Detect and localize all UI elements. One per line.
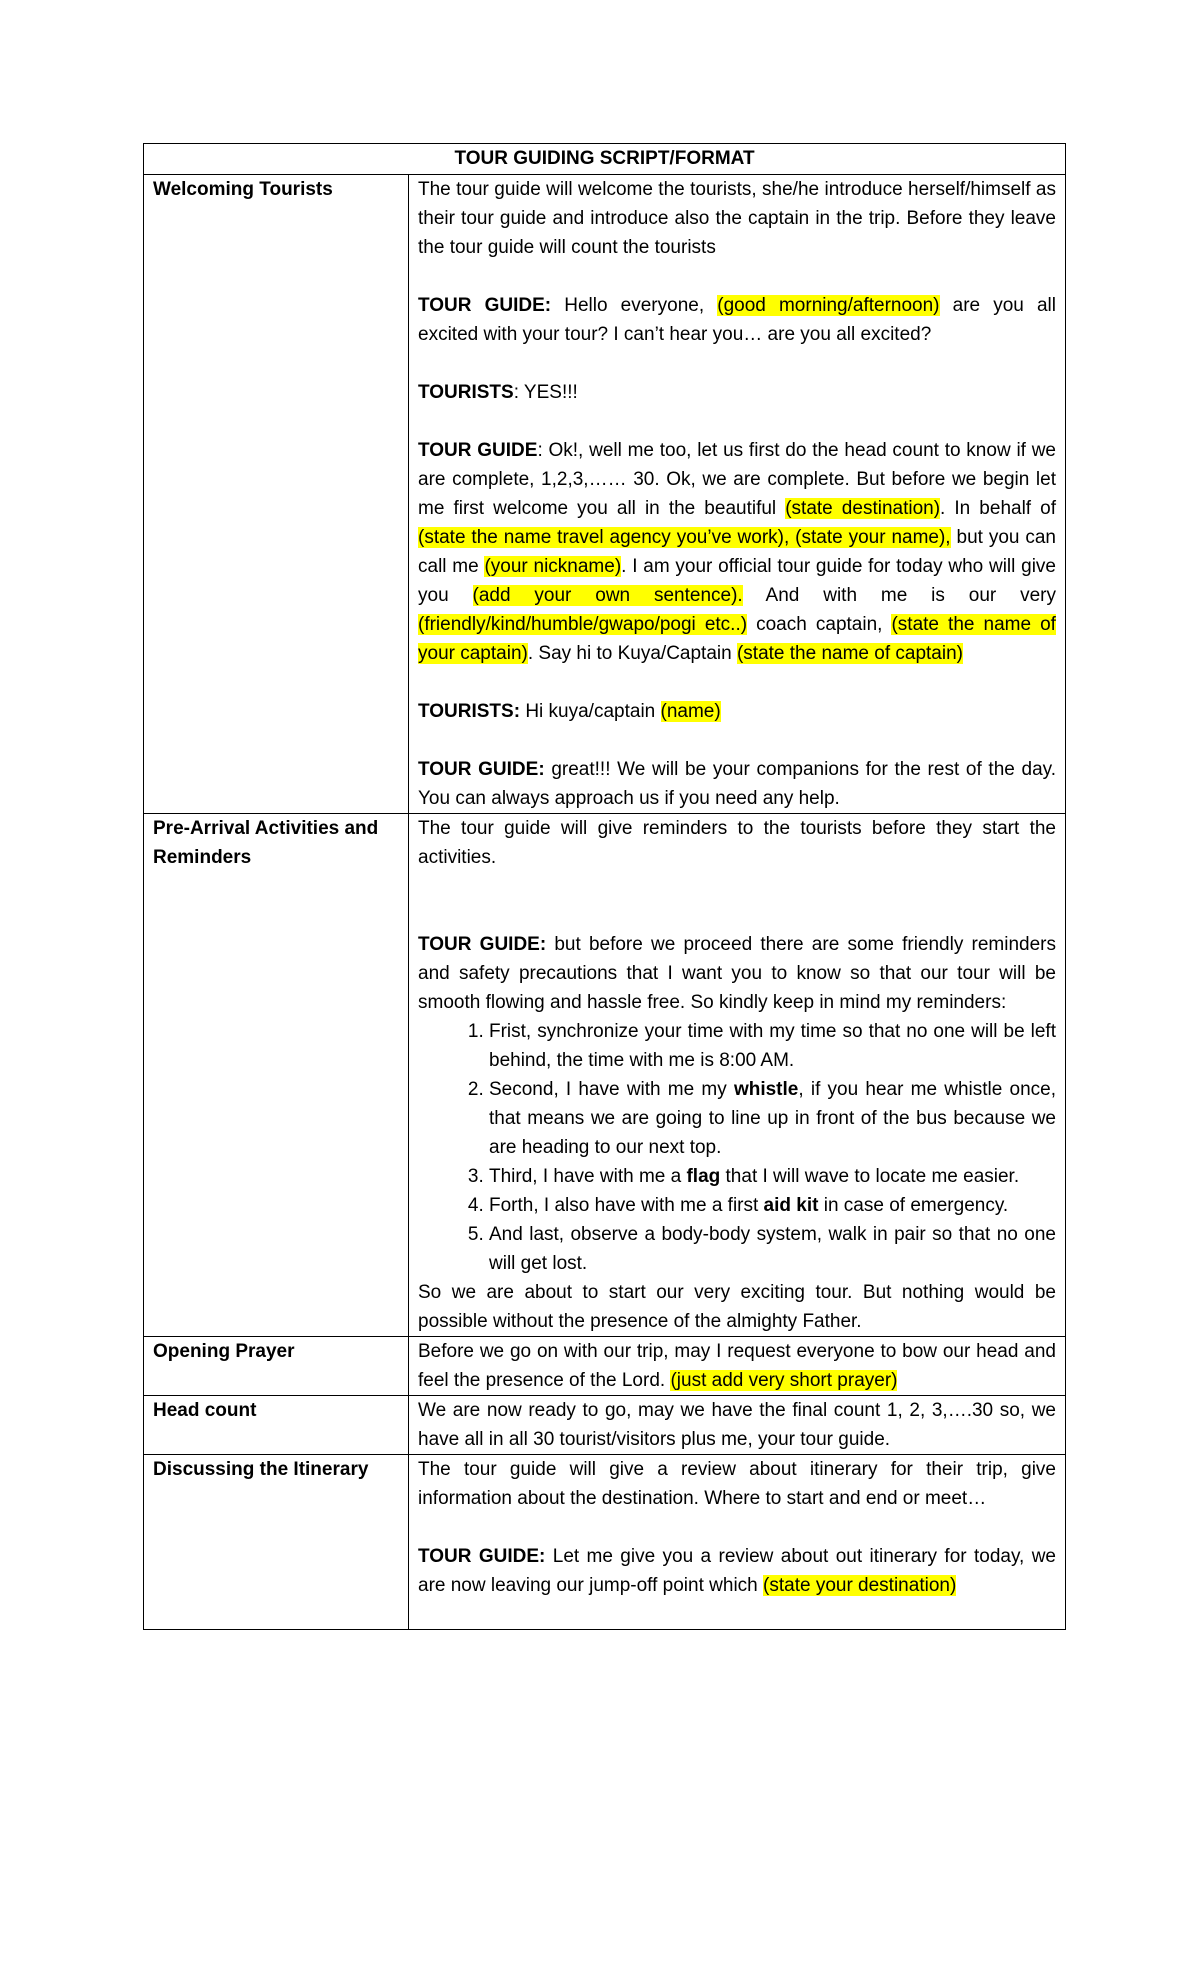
prayer-text: Before we go on with our trip, may I request everyone to bow our head and feel the presence of the Lord. (just add very short prayer) [418, 1341, 1056, 1391]
list-item: 2. Second, I have with me my whistle, if you hear me whistle once, that means we are going to line up in front of the bus because we are heading to our next top. [489, 1075, 1056, 1162]
placeholder-nickname: (your nickname) [484, 556, 622, 577]
table-row-prearrival [144, 814, 1066, 1337]
placeholder-destination: (state your destination) [763, 1575, 957, 1596]
speaker-tour-guide: TOUR GUIDE: [418, 1546, 546, 1567]
speaker-tourists: TOURISTS [418, 382, 514, 403]
itinerary-intro: The tour guide will give a review about itinerary for their trip, give information about the destination. Where to start and end or meet… [418, 1459, 1056, 1509]
prearrival-closing: So we are about to start our very exciting tour. But nothing would be possible without the presence of the almighty Father. [418, 1282, 1056, 1332]
itinerary-guide-line: TOUR GUIDE: Let me give you a review about out itinerary for today, we are now leaving our jump-off point which (state your destination) [418, 1546, 1056, 1596]
reminders-list [418, 1017, 1056, 1278]
table-row-prayer [144, 1337, 1066, 1396]
welcoming-tourists-line-1: TOURISTS: YES!!! [418, 382, 578, 403]
row-label-prearrival: Pre-Arrival Activities and Reminders [144, 814, 409, 1337]
row-label-welcoming: Welcoming Tourists [144, 175, 409, 814]
speaker-tour-guide: TOUR GUIDE: [418, 295, 552, 316]
placeholder-captain-name: (state the name of your captain) [418, 614, 1056, 664]
speaker-tour-guide: TOUR GUIDE: [418, 934, 547, 955]
prearrival-intro: The tour guide will give reminders to the tourists before they start the activities. [418, 818, 1056, 868]
row-label-prayer: Opening Prayer [144, 1337, 409, 1396]
title-row [144, 144, 1066, 175]
placeholder-adjectives: (friendly/kind/humble/gwapo/pogi etc..) [418, 614, 748, 635]
list-item: 5. And last, observe a body-body system, walk in pair so that no one will get lost. [489, 1220, 1056, 1278]
row-content-prayer [409, 1337, 1066, 1396]
list-item: 4. Forth, I also have with me a first aid kit in case of emergency. [489, 1191, 1056, 1220]
list-item: 1. Frist, synchronize your time with my time so that no one will be left behind, the time with me is 8:00 AM. [489, 1017, 1056, 1075]
row-content-headcount [409, 1396, 1066, 1455]
placeholder-captain-name-2: (state the name of captain) [736, 643, 963, 664]
welcoming-tourists-line-2: TOURISTS: Hi kuya/captain (name) [418, 701, 721, 722]
table-row-headcount [144, 1396, 1066, 1455]
table-row-itinerary [144, 1455, 1066, 1630]
row-label-itinerary: Discussing the Itinerary [144, 1455, 409, 1630]
row-label-headcount: Head count [144, 1396, 409, 1455]
prearrival-guide-line: TOUR GUIDE: but before we proceed there are some friendly reminders and safety precautions that I want you to know so that our tour will be smooth flowing and hassle free. So kindly keep in mind my reminders: [418, 934, 1056, 1013]
list-item: 3. Third, I have with me a flag that I will wave to locate me easier. [489, 1162, 1056, 1191]
placeholder-destination: (state destination) [785, 498, 941, 519]
welcoming-guide-line-1: TOUR GUIDE: Hello everyone, (good morning/afternoon) are you all excited with your tour? I can’t hear you… are you all excited? [418, 295, 1056, 345]
welcoming-guide-line-3: TOUR GUIDE: great!!! We will be your companions for the rest of the day. You can always approach us if you need any help. [418, 759, 1057, 809]
headcount-text: We are now ready to go, may we have the final count 1, 2, 3,….30 so, we have all in all 30 tourist/visitors plus me, your tour guide. [418, 1400, 1056, 1450]
placeholder-name: (name) [660, 701, 721, 722]
welcoming-guide-line-2: TOUR GUIDE: Ok!, well me too, let us first do the head count to know if we are complete, 1,2,3,…… 30. Ok, we are complete. But before we begin let me first welcome you all in the beautiful (state destination). In behalf of (state the name travel agency you’ve work), (state your name), but you can call me (your nickname). I am your official tour guide for today who will give you (add your own sentence). And with me is our very (friendly/kind/humble/gwapo/pogi etc..) coach captain, (state the name of your captain). Say hi to Kuya/Captain (state the name of captain) [418, 440, 1057, 664]
table-row-welcoming [144, 175, 1066, 814]
placeholder-greeting: (good morning/afternoon) [717, 295, 940, 316]
speaker-tour-guide: TOUR GUIDE [418, 440, 538, 461]
row-content-welcoming [409, 175, 1066, 814]
placeholder-prayer: (just add very short prayer) [670, 1370, 898, 1391]
speaker-tour-guide: TOUR GUIDE: [418, 759, 545, 780]
speaker-tourists: TOURISTS: [418, 701, 521, 722]
placeholder-sentence: (add your own sentence). [472, 585, 743, 606]
row-content-itinerary [409, 1455, 1066, 1630]
placeholder-agency: (state the name travel agency you’ve work), (state your name), [418, 527, 951, 548]
tour-script-table [143, 143, 1066, 1630]
row-content-prearrival [409, 814, 1066, 1337]
table-title: TOUR GUIDING SCRIPT/FORMAT [144, 144, 1066, 175]
welcoming-intro: The tour guide will welcome the tourists, she/he introduce herself/himself as their tour guide and introduce also the captain in the trip. Before they leave the tour guide will count the tourists [418, 179, 1056, 258]
